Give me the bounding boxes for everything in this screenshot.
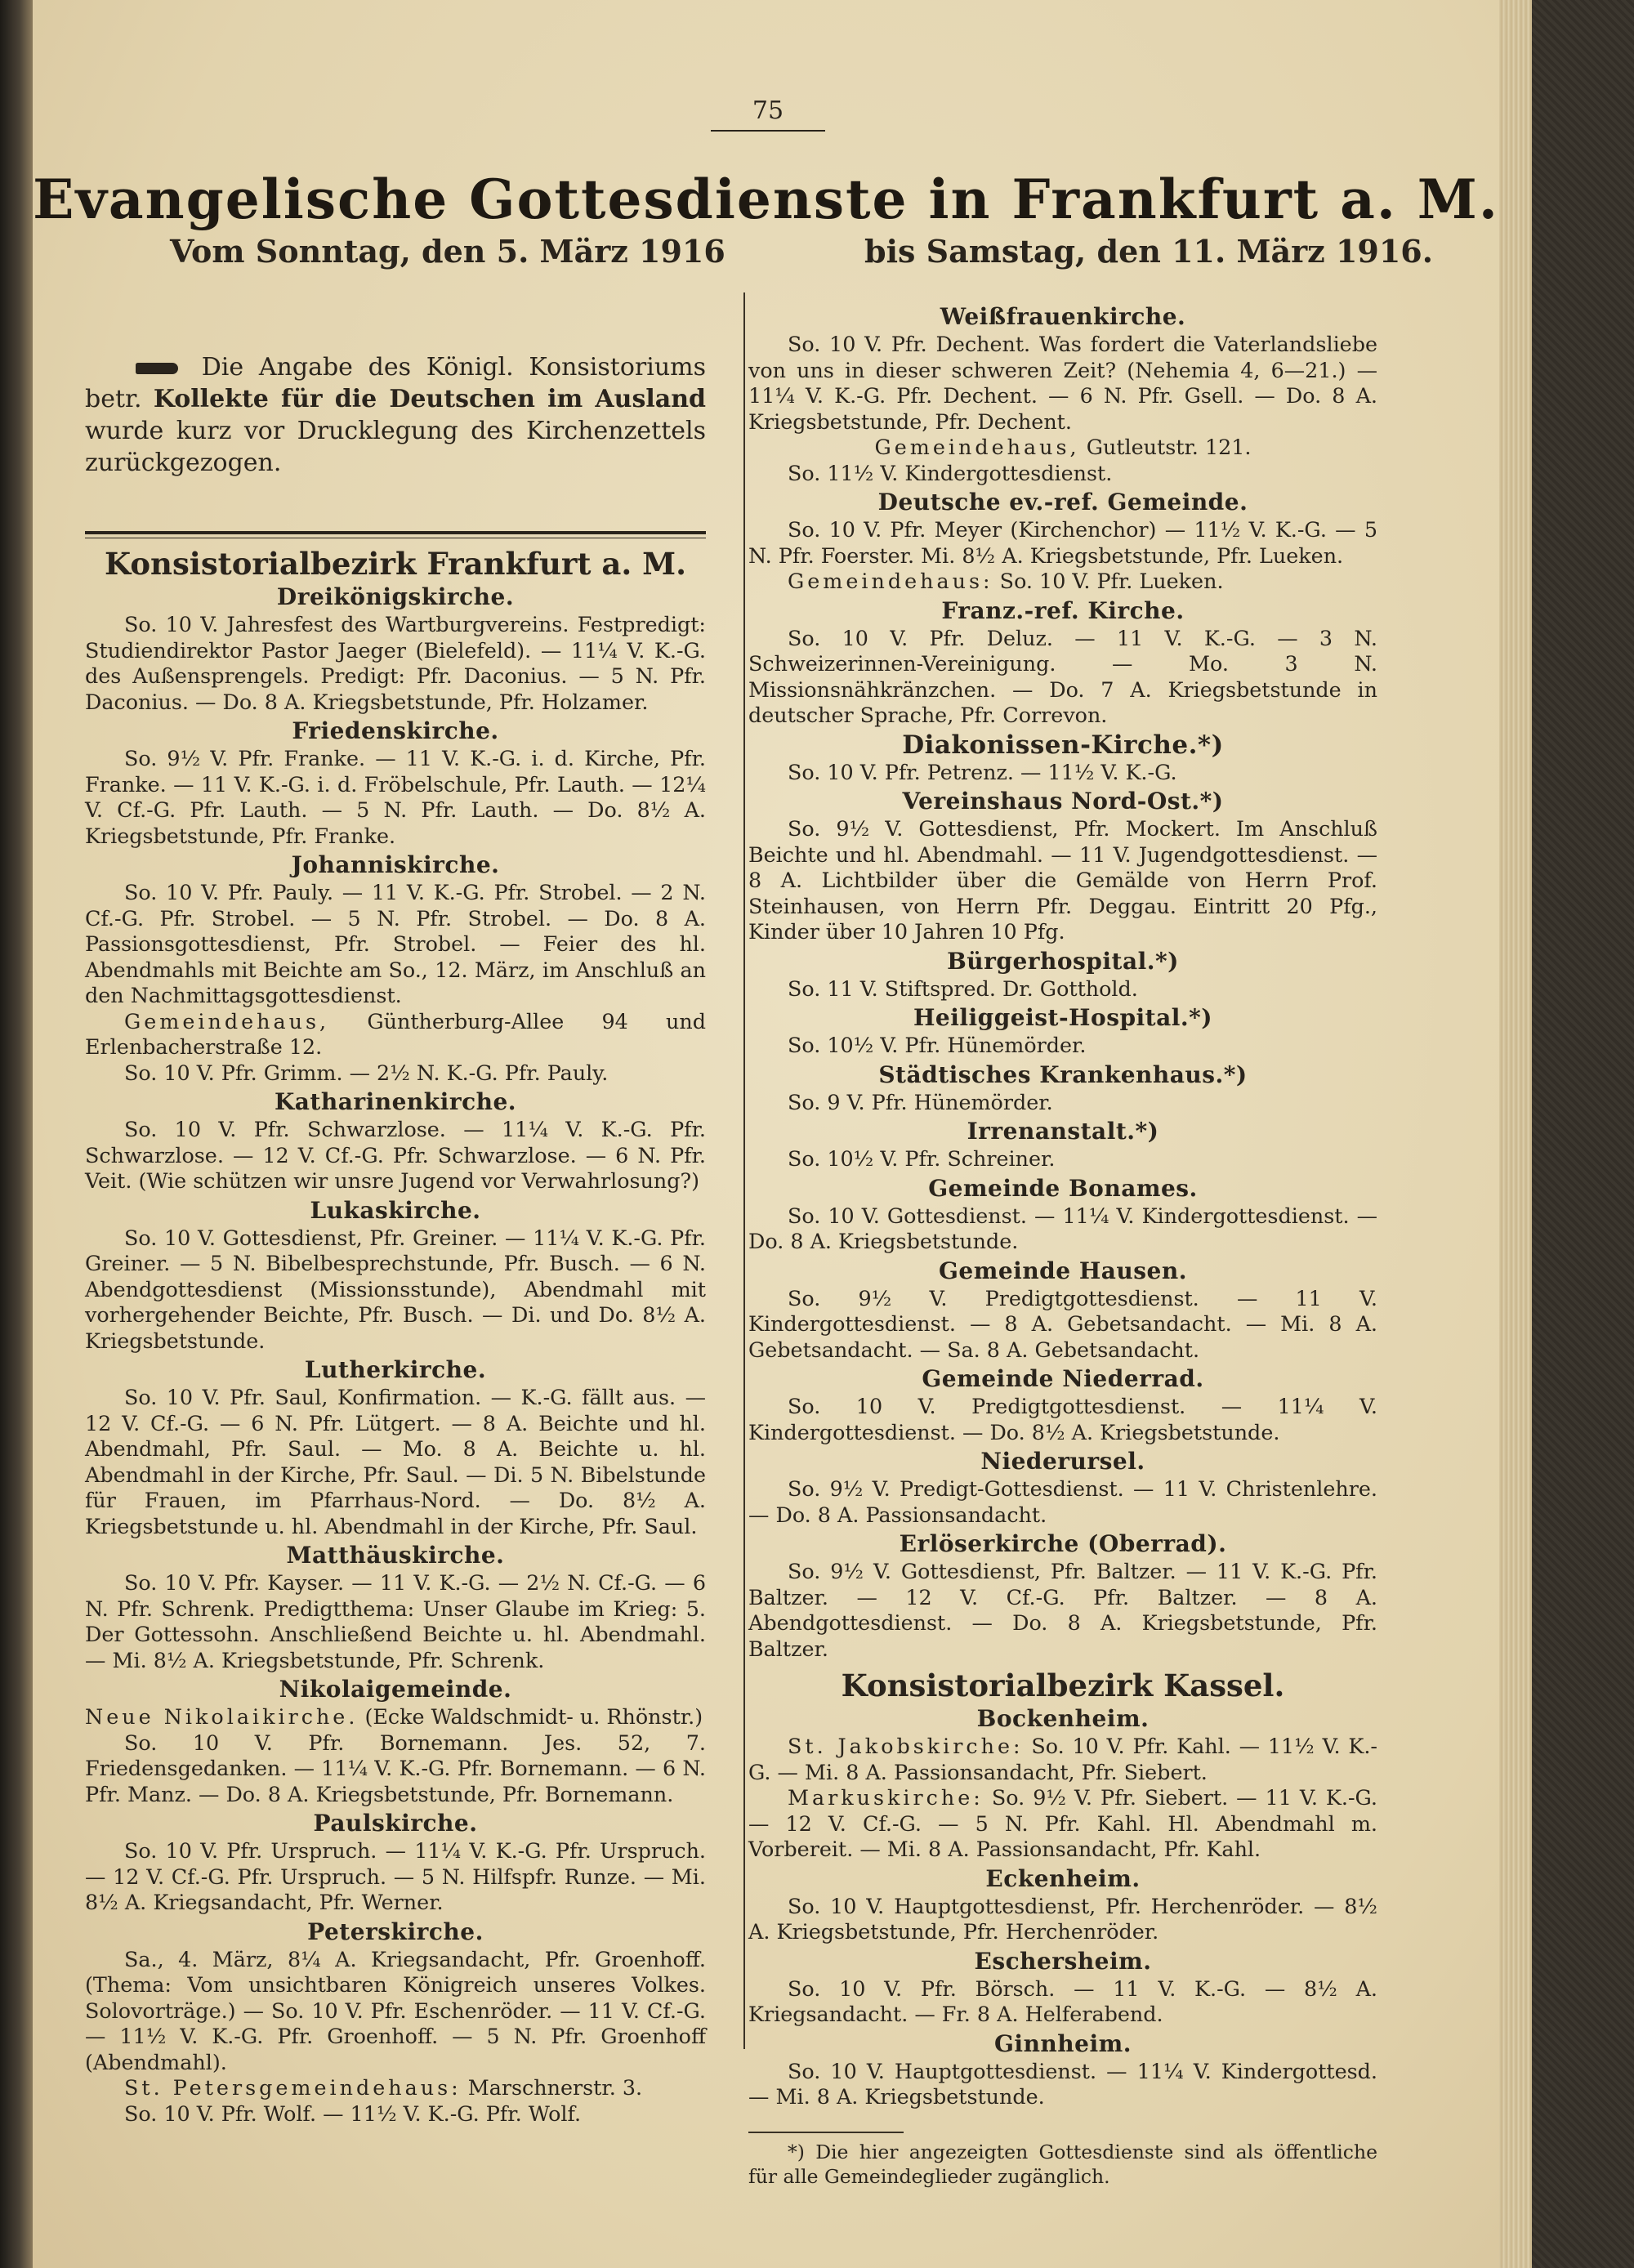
church-services: So. 10 V. Pfr. Kayser. — 11 V. K.-G. — 2½ N. Cf.-G. — 6 N. Pfr. Schrenk. Predigtthema: Unser Glaube im Krieg: 5. Der Gottessohn. Anschließend Beichte u. hl. Abendmahl. — Mi. 8½ A. Kriegsbetstunde, Pfr. Schrenk. xyxy=(85,1570,706,1672)
church-heading: Matthäuskirche. xyxy=(286,1542,505,1569)
church-heading: Ginnheim. xyxy=(994,2029,1132,2057)
church-services: So. 10 V. Pfr. Saul, Konfirmation. — K.-G. fällt aus. — 12 V. Cf.-G. — 6 N. Pfr. Lütgert. — 8 A. Beichte und hl. Abendmahl, Pfr. Saul. — Mo. 8 A. Beichte u. hl. Abendmahl in der Kirche, Pfr. Saul. — Di. 5 N. Bibelstunde für Frauen, im Pfarrhaus-Nord. — Do. 8½ A. Kriegsbetstunde u. hl. Abendmahl in der Kirche, Pfr. Saul. xyxy=(85,1385,706,1538)
church-heading: Gemeinde Hausen. xyxy=(939,1257,1187,1284)
church-heading: Bockenheim. xyxy=(976,1705,1150,1732)
church-services: So. 10 V. Pfr. Deluz. — 11 V. K.-G. — 3 N. Schweizerinnen-Vereinigung. — Mo. 3 N. Missionsnähkränzchen. — Do. 7 A. Kriegsbetstunde in deutscher Sprache, Pfr. Correvon. xyxy=(748,625,1377,727)
church-services: So. 9½ V. Predigtgottesdienst. — 11 V. Kindergottesdienst. — 8 A. Gebetsandacht. — Mi. 8 A. Gebetsandacht. — Sa. 8 A. Gebetsandacht. xyxy=(748,1285,1377,1362)
church-services: So. 10 V. Pfr. Meyer (Kirchenchor) — 11½ V. K.-G. — 5 N. Pfr. Foerster. Mi. 8½ A. Kriegsbetstunde, Pfr. Lueken. xyxy=(748,517,1377,568)
notice-bold-text: Kollekte für die Deutschen im Ausland xyxy=(153,385,706,413)
church-services: So. 10 V. Pfr. Pauly. — 11 V. K.-G. Pfr. Strobel. — 2 N. Cf.-G. Pfr. Strobel. — 5 N. Pfr. Strobel. — Do. 8 A. Passionsgottesdienst, Pfr. Strobel. — Feier des hl. Abendmahls mit Beichte am So., 12. März, im Anschluß an den Nachmittagsgottesdienst. xyxy=(85,880,706,1007)
church-services: So. 10 V. Pfr. Wolf. — 11½ V. K.-G. Pfr. Wolf. xyxy=(124,2101,582,2126)
church-services: So. 10 V. Pfr. Bornemann. Jes. 52, 7. Friedensgedanken. — 11¼ V. K.-G. Pfr. Bornemann. — 6 N. Pfr. Manz. — Do. 8 A. Kriegsbetstunde, Pfr. Bornemann. xyxy=(85,1730,706,1806)
date-from: Vom Sonntag, den 5. März 1916 xyxy=(170,233,725,270)
book-binding xyxy=(0,0,33,2268)
church-heading: Erlöserkirche (Oberrad). xyxy=(899,1530,1227,1557)
church-heading: Weißfrauenkirche. xyxy=(940,303,1186,330)
church-heading: Peterskirche. xyxy=(307,1918,484,1945)
church-heading: Niederursel. xyxy=(980,1448,1145,1475)
church-heading: Nikolaigemeinde. xyxy=(279,1676,512,1703)
church-services: So. 9½ V. Gottesdienst, Pfr. Mockert. Im Anschluß Beichte und hl. Abendmahl. — 11 V. Jugendgottesdienst. — 8 A. Lichtbilder über die Gemälde von Herrn Prof. Steinhausen, von Herrn Pfr. Deggau. Eintritt 20 Pfg., Kinder über 10 Jahren 10 Pfg. xyxy=(748,816,1377,944)
book-cover xyxy=(1532,0,1634,2268)
church-services: So. 9½ V. Predigt-Gottesdienst. — 11 V. Christenlehre. — Do. 8 A. Passionsandacht. xyxy=(748,1476,1377,1527)
church-heading: Irrenanstalt.*) xyxy=(967,1118,1159,1145)
church-services: Markuskirche: So. 9½ V. Pfr. Siebert. — 11 V. K.-G. — 12 V. Cf.-G. — 5 N. Pfr. Kahl. Hl. Abendmahl m. Vorbereit. — Mi. 8 A. Passionsandacht, Pfr. Kahl. xyxy=(748,1785,1377,1861)
section-heading-kassel: Konsistorialbezirk Kassel. xyxy=(841,1668,1285,1703)
church-heading: Lukaskirche. xyxy=(310,1196,481,1224)
church-heading: Diakonissen-Kirche.*) xyxy=(902,730,1224,760)
page-title: Evangelische Gottesdienste in Frankfurt a. M. xyxy=(33,167,1499,231)
church-services: So. 11 V. Stiftspred. Dr. Gotthold. xyxy=(788,976,1138,1001)
gemeindehaus-line: St. Petersgemeindehaus: Marschnerstr. 3. xyxy=(124,2075,643,2100)
church-heading: Bürgerhospital.*) xyxy=(947,947,1179,975)
section-rule xyxy=(85,531,706,534)
document-page xyxy=(33,0,1499,2268)
church-heading: Deutsche ev.-ref. Gemeinde. xyxy=(877,489,1248,516)
church-heading: Paulskirche. xyxy=(313,1810,478,1837)
church-heading: Franz.-ref. Kirche. xyxy=(941,596,1185,624)
notice-text-1: Die Angabe des Königl. Konsistoriums betr. xyxy=(85,353,706,413)
right-column xyxy=(748,301,1377,2189)
gemeindehaus-line: Gemeindehaus, Gutleutstr. 121. xyxy=(874,435,1252,459)
notice-text-2: wurde kurz vor Drucklegung des Kirchenzettels zurückgezogen. xyxy=(85,417,706,477)
church-services: So. 10 V. Pfr. Börsch. — 11 V. K.-G. — 8½ A. Kriegsandacht. — Fr. 8 A. Helferabend. xyxy=(748,1976,1377,2026)
church-address-line: Neue Nikolaikirche. (Ecke Waldschmidt- u. Rhönstr.) xyxy=(85,1704,703,1729)
date-to: bis Samstag, den 11. März 1916. xyxy=(864,233,1433,270)
section-heading-frankfurt: Konsistorialbezirk Frankfurt a. M. xyxy=(105,546,686,582)
church-services: So. 10½ V. Pfr. Schreiner. xyxy=(788,1146,1056,1171)
church-heading: Dreikönigskirche. xyxy=(276,583,515,610)
church-services: So. 10 V. Pfr. Dechent. Was fordert die Vaterlandsliebe von uns in dieser schweren Zeit? (Nehemia 4, 6—21.) — 11¼ V. K.-G. Pfr. Dechent. — 6 N. Pfr. Gsell. — Do. 8 A. Kriegsbetstunde, Pfr. Dechent. xyxy=(748,332,1377,434)
church-services: So. 10 V. Pfr. Urspruch. — 11¼ V. K.-G. Pfr. Urspruch. — 12 V. Cf.-G. Pfr. Urspruch. — 5 N. Hilfspfr. Runze. — Mi. 8½ A. Kriegsandacht, Pfr. Werner. xyxy=(85,1838,706,1914)
column-divider xyxy=(743,292,745,2049)
church-heading: Gemeinde Niederrad. xyxy=(922,1365,1204,1392)
church-heading: Vereinshaus Nord-Ost.*) xyxy=(902,788,1224,815)
church-services: So. 10 V. Gottesdienst, Pfr. Greiner. — 11¼ V. K.-G. Pfr. Greiner. — 5 N. Bibelbesprechstunde, Pfr. Busch. — 6 N. Abendgottesdienst (Missionsstunde), Abendmahl mit vorhergehender Beichte, Pfr. Busch. — Di. und Do. 8½ A. Kriegsbetstunde. xyxy=(85,1225,706,1353)
church-services: St. Jakobskirche: So. 10 V. Pfr. Kahl. — 11½ V. K.-G. — Mi. 8 A. Passionsandacht, Pfr. Siebert. xyxy=(748,1734,1377,1784)
page-number: 75 xyxy=(711,96,825,132)
church-services: Sa., 4. März, 8¼ A. Kriegsandacht, Pfr. Groenhoff. (Thema: Vom unsichtbaren Königreich unseres Volkes. Solovorträge.) — So. 10 V. Pfr. Eschenröder. — 11 V. Cf.-G. — 11½ V. K.-G. Pfr. Groenhoff. — 5 N. Pfr. Groenhoff (Abendmahl). xyxy=(85,1946,706,2074)
church-heading: Katharinenkirche. xyxy=(274,1088,517,1115)
church-services: So. 10 V. Hauptgottesdienst, Pfr. Herchenröder. — 8½ A. Kriegsbetstunde, Pfr. Herchenröder. xyxy=(748,1893,1377,1944)
church-services: So. 10 V. Pfr. Petrenz. — 11½ V. K.-G. xyxy=(788,759,1177,784)
church-heading: Friedenskirche. xyxy=(292,717,499,744)
church-services: So. 10 V. Gottesdienst. — 11¼ V. Kindergottesdienst. — Do. 8 A. Kriegsbetstunde. xyxy=(748,1203,1377,1253)
church-services: So. 10 V. Pfr. Schwarzlose. — 11¼ V. K.-G. Pfr. Schwarzlose. — 12 V. Cf.-G. Pfr. Schwarzlose. — 6 N. Pfr. Veit. (Wie schützen wir unsre Jugend vor Verwahrlosung?) xyxy=(85,1117,706,1193)
church-services: So. 9 V. Pfr. Hünemörder. xyxy=(788,1089,1053,1114)
church-heading: Johanniskirche. xyxy=(291,851,500,878)
church-heading: Lutherkirche. xyxy=(304,1356,487,1383)
pointing-hand-icon xyxy=(136,363,178,374)
footnote: *) Die hier angezeigten Gottesdienste sind als öffentliche für alle Gemeindeglieder zugänglich. xyxy=(748,2140,1377,2188)
church-heading: Eschersheim. xyxy=(974,1947,1152,1975)
church-services: So. 11½ V. Kindergottesdienst. xyxy=(788,460,1113,485)
church-services: So. 10 V. Pfr. Grimm. — 2½ N. K.-G. Pfr. Pauly. xyxy=(124,1060,609,1085)
footnote-rule xyxy=(748,2132,904,2133)
church-services: So. 9½ V. Pfr. Franke. — 11 V. K.-G. i. d. Kirche, Pfr. Franke. — 11 V. K.-G. i. d. Fröbelschule, Pfr. Lauth. — 12¼ V. Cf.-G. Pfr. Lauth. — 5 N. Pfr. Lauth. — Do. 8½ A. Kriegsbetstunde, Pfr. Franke. xyxy=(85,746,706,848)
collection-notice xyxy=(85,351,706,479)
church-heading: Heiliggeist-Hospital.*) xyxy=(913,1004,1213,1031)
church-heading: Eckenheim. xyxy=(985,1864,1141,1892)
church-heading: Städtisches Krankenhaus.*) xyxy=(878,1060,1248,1088)
gemeindehaus-line: Gemeindehaus: So. 10 V. Pfr. Lueken. xyxy=(788,569,1224,593)
gemeindehaus-line: Gemeindehaus, Güntherburg-Allee 94 und Erlenbacherstraße 12. xyxy=(85,1008,706,1059)
page-edge xyxy=(1499,0,1532,2268)
church-services: So. 10 V. Jahresfest des Wartburgvereins. Festpredigt: Studiendirektor Pastor Jaeger (Bielefeld). — 11¼ V. K.-G. des Außensprengels. Predigt: Pfr. Daconius. — 5 N. Pfr. Daconius. — Do. 8 A. Kriegsbetstunde, Pfr. Holzamer. xyxy=(85,612,706,714)
church-services: So. 10½ V. Pfr. Hünemörder. xyxy=(788,1033,1087,1057)
church-services: So. 10 V. Hauptgottesdienst. — 11¼ V. Kindergottesd. — Mi. 8 A. Kriegsbetstunde. xyxy=(748,2058,1377,2109)
church-services: So. 9½ V. Gottesdienst, Pfr. Baltzer. — 11 V. K.-G. Pfr. Baltzer. — 12 V. Cf.-G. Pfr. Baltzer. — 8 A. Abendgottesdienst. — Do. 8 A. Kriegsbetstunde, Pfr. Baltzer. xyxy=(748,1559,1377,1661)
church-heading: Gemeinde Bonames. xyxy=(928,1174,1198,1202)
left-column xyxy=(85,301,706,2127)
church-services: So. 10 V. Predigtgottesdienst. — 11¼ V. Kindergottesdienst. — Do. 8½ A. Kriegsbetstunde. xyxy=(748,1394,1377,1444)
